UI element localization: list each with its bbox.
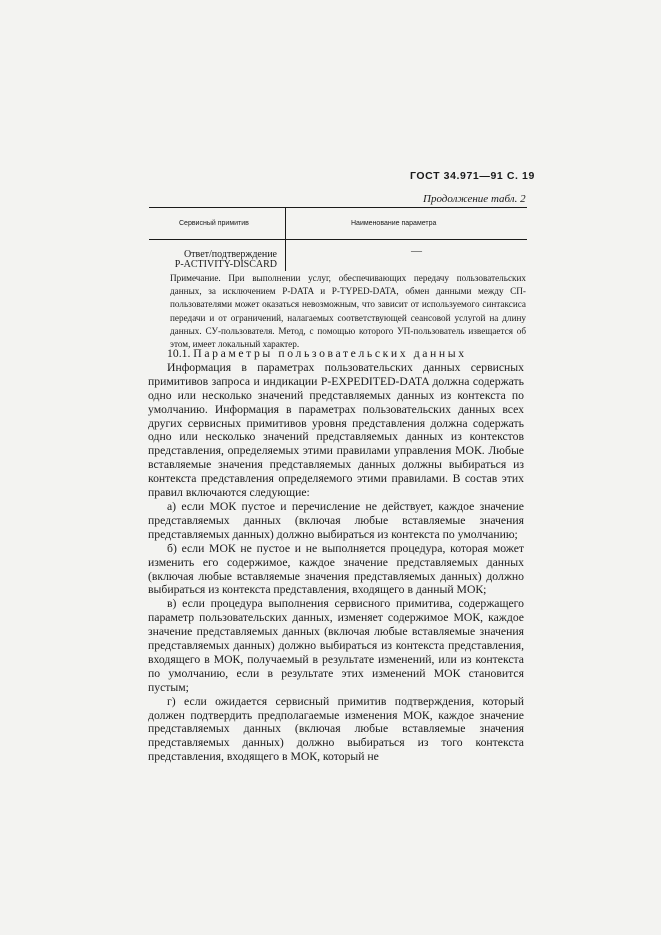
table-cell-parameter: — <box>411 245 422 257</box>
section-title: Параметры пользовательских данных <box>193 347 467 360</box>
paragraph-item-a: а) если МОК пустое и перечисление не действует, каждое значение представляемых данных (включая любые вставляемые значения представляемых данных) должно выбираться из контекста по умолчанию; <box>148 499 524 541</box>
table-header-rule <box>149 239 527 240</box>
column-header-parameter-name: Наименование параметра <box>351 220 437 227</box>
parameter-table <box>149 207 527 271</box>
table-column-divider <box>285 207 286 271</box>
table-top-rule <box>149 207 527 208</box>
paragraph-item-v: в) если процедура выполнения сервисного примитива, содержащего параметр пользовательских данных, изменяет содержимое МОК, каждое значение представляемых данных (включая любые вставляемые значения представляемых данных) должно выбираться из контекста представления, входящего в МОК, получаемый в результате изменений, или из контекста по умолчанию, если в результате этих изменений МОК становится пустым; <box>148 597 524 694</box>
table-note: Примечание. При выполнении услуг, обеспечивающих передачу пользовательских данных, за исключением P-DATA и P-TYPED-DATA, обмен данными между СП-пользователями может оказаться невозможным, что зависит от используемого синтаксиса передачи и от ограничений, налагаемых соответствующей сеансовой услугой на длину данных. СУ-пользователя. Метод, с помощью которого УП-пользователь извещается об этом, имеет локальный характер. <box>170 273 526 350</box>
column-header-service-primitive: Сервисный примитив <box>179 220 249 227</box>
paragraph-item-g: г) если ожидается сервисный примитив подтверждения, который должен подтвердить предполагаемые изменения МОК, каждое значение представляемых данных (включая любые вставляемые значения представляемых данных) должно выбираться из того контекста представления, входящего в МОК, который не <box>148 694 524 764</box>
paragraph-intro: Информация в параметрах пользовательских данных сервисных примитивов запроса и индикации P-EXPEDITED-DATA должна содержать одно или несколько значений представляемых данных из контекста по умолчанию. Информация в параметрах пользовательских данных всех других сервисных примитивов уровня представления должна содержать одно или несколько значений представляемых данных из контекстов представления, определяемых этими правилами управления МОК. Любые вставляемые значения представляемых данных должны выбираться из контекста представления определяемого этими правилами. В состав этих правил включаются следующие: <box>148 360 524 500</box>
section-heading <box>148 347 524 361</box>
primitive-line-2: P-ACTIVITY-DISCARD <box>174 259 277 270</box>
table-continuation-label: Продолжение табл. 2 <box>423 193 526 205</box>
section-number: 10.1. <box>167 347 191 360</box>
page-header: ГОСТ 34.971—91 С. 19 <box>410 170 535 182</box>
section-body <box>148 347 524 764</box>
table-cell-primitive <box>149 250 277 270</box>
primitive-line-1: Ответ/подтверждение <box>183 249 277 260</box>
paragraph-item-b: б) если МОК не пустое и не выполняется процедура, которая может изменить его содержимое, каждое значение представляемых данных (включая любые вставляемые значения представляемых данных) должно выбираться из контекста представления, входящего в данный МОК; <box>148 541 524 597</box>
